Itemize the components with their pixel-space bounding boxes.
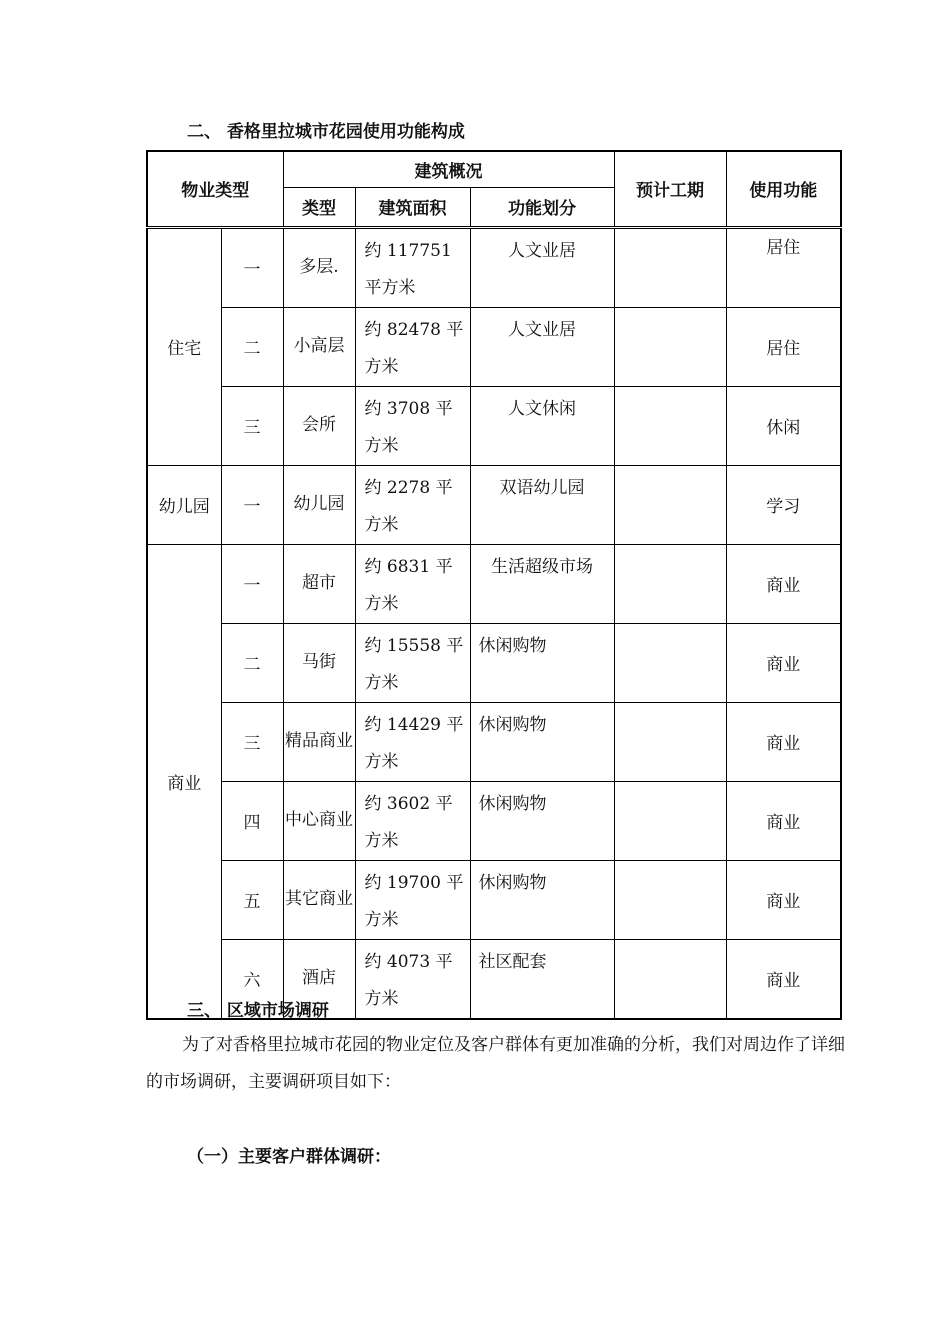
table-row: [147, 544, 841, 623]
division-cell: 休闲购物: [470, 623, 614, 702]
group-name-cell: 幼儿园: [147, 465, 221, 544]
area-cell: 约 19700 平方米: [355, 860, 470, 939]
division-cell: 休闲购物: [470, 781, 614, 860]
type-cell: 小高层: [283, 307, 355, 386]
usage-cell: 学习: [726, 465, 841, 544]
division-cell: 人文业居: [470, 227, 614, 307]
usage-cell: 商业: [726, 544, 841, 623]
type-cell: 超市: [283, 544, 355, 623]
table-body: [147, 227, 841, 1019]
intro-paragraph: 为了对香格里拉城市花园的物业定位及客户群体有更加准确的分析，我们对周边作了详细的市场调研，主要调研项目如下：: [146, 1035, 845, 1092]
division-cell: 人文休闲: [470, 386, 614, 465]
header-area: 建筑面积: [355, 187, 470, 227]
usage-cell: 居住: [726, 227, 841, 307]
division-cell: 休闲购物: [470, 860, 614, 939]
type-cell: 马街: [283, 623, 355, 702]
division-cell: 双语幼儿园: [470, 465, 614, 544]
row-number-cell: 五: [221, 860, 283, 939]
schedule-cell: [614, 702, 726, 781]
area-cell: 约 82478 平方米: [355, 307, 470, 386]
schedule-cell: [614, 544, 726, 623]
usage-cell: 商业: [726, 860, 841, 939]
table-row: [147, 307, 841, 386]
area-cell: 约 3708 平方米: [355, 386, 470, 465]
row-number-cell: 二: [221, 623, 283, 702]
row-number-cell: 六: [221, 939, 283, 1019]
row-number-cell: 三: [221, 386, 283, 465]
header-schedule: 预计工期: [614, 151, 726, 227]
type-cell: 多层.: [283, 227, 355, 307]
area-cell: 约 3602 平方米: [355, 781, 470, 860]
type-cell: 精品商业: [283, 702, 355, 781]
property-function-table: [146, 150, 842, 1020]
division-cell: 社区配套: [470, 939, 614, 1019]
type-cell: 酒店: [283, 939, 355, 1019]
section-heading: 二、 香格里拉城市花园使用功能构成: [187, 122, 465, 142]
usage-cell: 商业: [726, 623, 841, 702]
group-name-cell: 商业: [147, 544, 221, 1019]
header-overview: 建筑概况: [283, 151, 614, 187]
schedule-cell: [614, 939, 726, 1019]
division-cell: 人文业居: [470, 307, 614, 386]
row-number-cell: 四: [221, 781, 283, 860]
group-name-cell: 住宅: [147, 227, 221, 465]
type-cell: 幼儿园: [283, 465, 355, 544]
schedule-cell: [614, 465, 726, 544]
area-cell: 约 2278 平方米: [355, 465, 470, 544]
area-cell: 约 14429 平方米: [355, 702, 470, 781]
table-row: [147, 465, 841, 544]
header-division: 功能划分: [470, 187, 614, 227]
row-number-cell: 二: [221, 307, 283, 386]
schedule-cell: [614, 781, 726, 860]
usage-cell: 休闲: [726, 386, 841, 465]
usage-cell: 商业: [726, 939, 841, 1019]
usage-cell: 商业: [726, 702, 841, 781]
schedule-cell: [614, 386, 726, 465]
area-cell: 约 4073 平方米: [355, 939, 470, 1019]
area-cell: 约 117751 平方米: [355, 227, 470, 307]
schedule-cell: [614, 623, 726, 702]
type-cell: 其它商业: [283, 860, 355, 939]
section-heading: 三、 区域市场调研: [187, 1001, 329, 1021]
table-row: [147, 386, 841, 465]
usage-cell: 居住: [726, 307, 841, 386]
division-cell: 生活超级市场: [470, 544, 614, 623]
row-number-cell: 三: [221, 702, 283, 781]
schedule-cell: [614, 227, 726, 307]
header-property-type: 物业类型: [147, 151, 283, 227]
division-cell: 休闲购物: [470, 702, 614, 781]
table-row: [147, 623, 841, 702]
table-row: [147, 860, 841, 939]
table-row: [147, 702, 841, 781]
schedule-cell: [614, 307, 726, 386]
row-number-cell: 一: [221, 465, 283, 544]
area-cell: 约 6831 平方米: [355, 544, 470, 623]
table-row: [147, 227, 841, 307]
usage-cell: 商业: [726, 781, 841, 860]
row-number-cell: 一: [221, 544, 283, 623]
area-cell: 约 15558 平方米: [355, 623, 470, 702]
header-usage: 使用功能: [726, 151, 841, 227]
row-number-cell: 一: [221, 227, 283, 307]
subsection-heading: （一）主要客户群体调研：: [187, 1147, 391, 1167]
header-type: 类型: [283, 187, 355, 227]
schedule-cell: [614, 860, 726, 939]
table-row: [147, 781, 841, 860]
type-cell: 会所: [283, 386, 355, 465]
type-cell: 中心商业: [283, 781, 355, 860]
